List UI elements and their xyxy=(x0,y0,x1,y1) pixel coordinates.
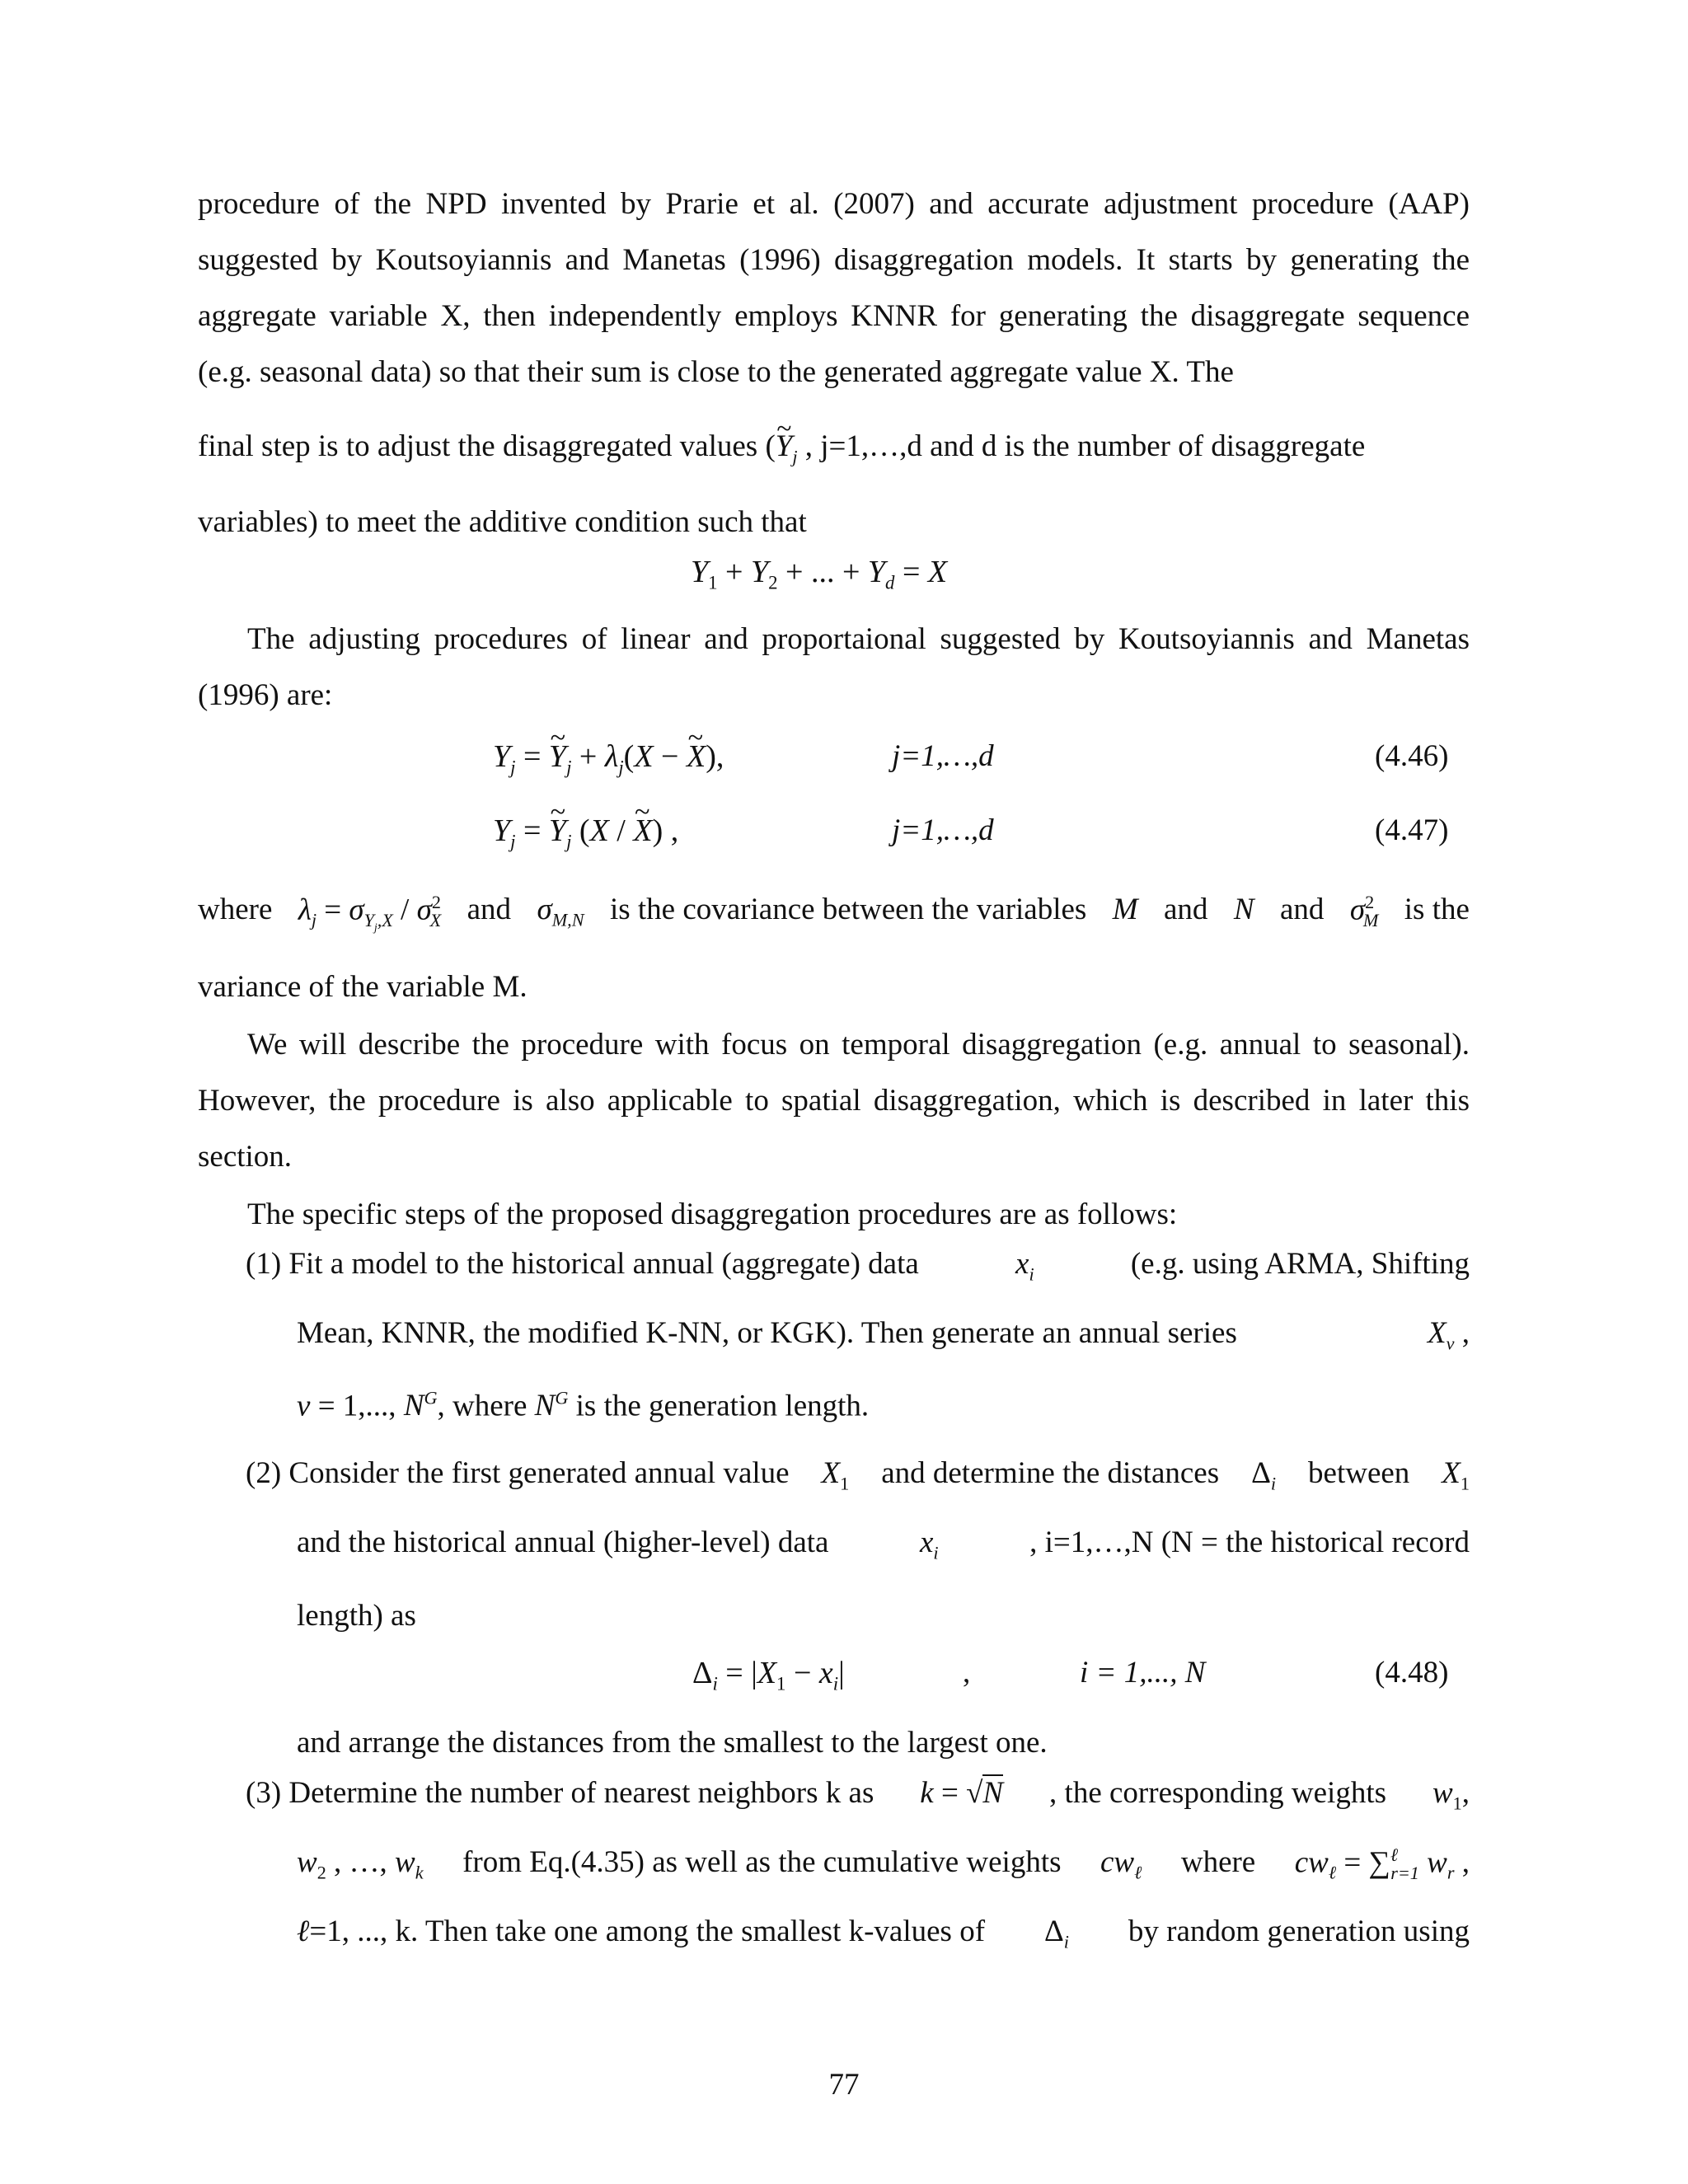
equation-4-47: $Y_j$ = ~ $Y_j$ (X / ~ X) , xyxy=(493,813,678,853)
where-line: where $\lambda_j = \sigma_{Y_j,X} / \sigma^2_X$ and $\sigma_{M,N}$ is the covariance between the variables M and N and $\sigma^2_M$ is the xyxy=(198,892,1470,934)
equation-4-48-number: (4.48) xyxy=(1375,1656,1449,1690)
step-3-line-3: ℓ=1, ..., k. Then take one among the smallest k-values of $\Delta_i$ by random generation using xyxy=(297,1915,1470,1952)
sigma-mn-symbol: $\sigma_{M,N}$ xyxy=(537,893,584,930)
step-2-after: and arrange the distances from the smallest to the largest one. xyxy=(297,1726,1048,1760)
step-1-line-2: Mean, KNNR, the modified K-NN, or KGK). Then generate an annual series $X_\nu$ , xyxy=(297,1316,1470,1354)
paragraph-temporal: We will describe the procedure with focus on temporal disaggregation (e.g. annual to seasonal). However, the procedure is also applicable to spatial disaggregation, which is described in later this section. xyxy=(198,1028,1470,1174)
cumulative-weight-formula: $cw_\ell = \sum^\ell_{r=1}$ $w_r$ , xyxy=(1294,1844,1470,1883)
step-2-line-1: (2) Consider the first generated annual value $X_1$ and determine the distances $\Delta_i$ between $X_1$ xyxy=(246,1456,1470,1494)
variance-line: variance of the variable M. xyxy=(198,970,528,1004)
step-1-line-3: ν = 1,..., $N^G$, where $N^G$ is the generation length. xyxy=(297,1388,870,1423)
lambda-definition: $\lambda_j = \sigma_{Y_j,X} / \sigma^2_X$ xyxy=(298,892,442,934)
equation-4-48: $\Delta_i = |X_1 - x_i|$ xyxy=(692,1656,845,1694)
step-3-line-1: (3) Determine the number of nearest neighbors k as k = √N , the corresponding weights $w_1$, xyxy=(246,1776,1470,1814)
step-3-line-2: $w_2$ , …, $w_k$ from Eq.(4.35) as well as the cumulative weights $cw_\ell$ where $cw_\ell = \sum^\ell_{r=1}$ $w_r$ , xyxy=(297,1844,1470,1883)
additive-condition-equation: $Y_1 + Y_2$ + ... + $Y_d = X$ xyxy=(691,555,948,593)
step-2-line-3: length) as xyxy=(297,1599,416,1633)
line5-text-a: final step is to adjust the disaggregated values ( xyxy=(198,429,776,463)
equation-4-46-range: j=1,…,d xyxy=(892,739,994,773)
paragraph-adjusting: The adjusting procedures of linear and proportaional suggested by Koutsoyiannis and Manetas (1996) are: xyxy=(198,622,1470,712)
equation-4-48-range: i = 1,..., N xyxy=(1080,1656,1206,1690)
equation-4-46: $Y_j$ = ~ $Y_j + \lambda_j(X$ − ~ X), xyxy=(493,738,724,779)
equation-4-46-number: (4.46) xyxy=(1375,739,1449,773)
step-1-line-1: (1) Fit a model to the historical annual (aggregate) data $x_i$ (e.g. using ARMA, Shifting xyxy=(246,1247,1470,1285)
paragraph-steps-intro: The specific steps of the proposed disaggregation procedures are as follows: xyxy=(247,1197,1178,1231)
paragraph-intro-line6: variables) to meet the additive condition such that xyxy=(198,505,807,539)
paragraph-intro: procedure of the NPD invented by Prarie et al. (2007) and accurate adjustment procedure (AAP) suggested by Koutsoyiannis and Manetas (1996) disaggregation models. It starts by generating the aggregate variable X, then independently employs KNNR for generating the disaggregate sequence (e.g. seasonal data) so that their sum is close to the generated aggregate value X. The xyxy=(198,187,1470,389)
sigma-m-squared-symbol: $\sigma^2_M$ xyxy=(1349,892,1379,930)
line5-text-b: , j=1,…,d and d is the number of disaggregate xyxy=(797,429,1366,463)
page-number: 77 xyxy=(828,2068,860,2102)
equation-4-47-number: (4.47) xyxy=(1375,813,1449,847)
equation-4-48-separator: , xyxy=(963,1656,971,1690)
y-tilde-symbol: ~ Y xyxy=(776,429,793,464)
paragraph-intro-line5: final step is to adjust the disaggregated values (~ $Y_j$ , j=1,…,d and d is the number of disaggregate xyxy=(198,429,1470,467)
k-sqrt-n-formula: k = √N xyxy=(920,1776,1004,1810)
equation-4-47-range: j=1,…,d xyxy=(892,813,994,847)
step-2-line-2: and the historical annual (higher-level) data $x_i$ , i=1,…,N (N = the historical record xyxy=(297,1526,1470,1563)
